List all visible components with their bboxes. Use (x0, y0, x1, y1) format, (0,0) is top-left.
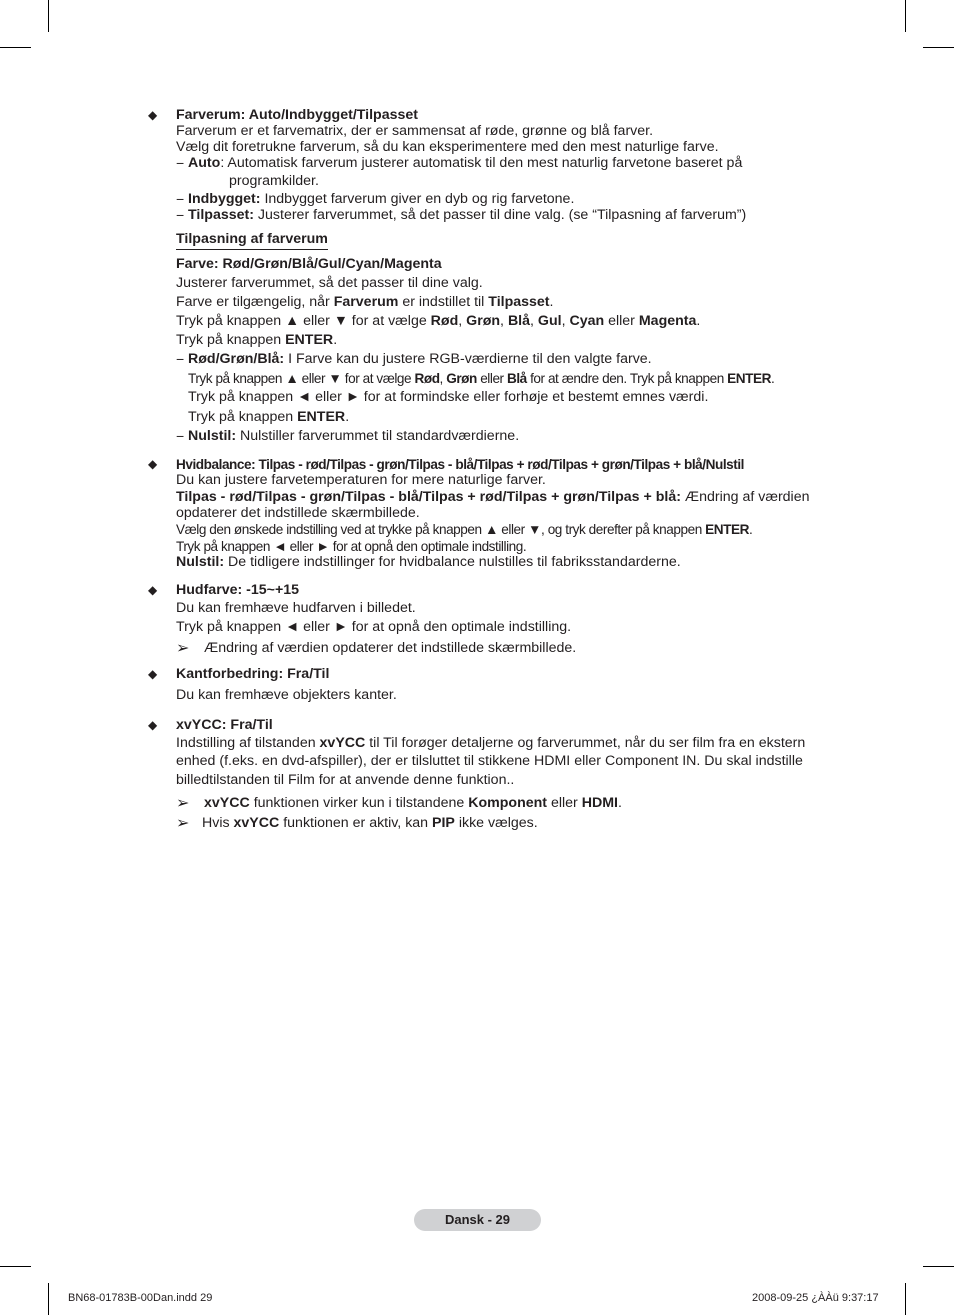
option-auto (188, 155, 742, 172)
text-line (176, 313, 700, 330)
text-span: for at ændre den. Tryk på knappen (526, 371, 728, 386)
text-span: De tidligere indstillinger for hvidbalance nulstilles til fabriksstandarderne. (224, 554, 681, 570)
option-label: Nulstil: (188, 428, 237, 444)
text-span: , (458, 313, 467, 329)
option-nulstil (188, 428, 519, 445)
note-text: Ændring af værdien opdaterer det indstillede skærmbillede. (204, 640, 577, 656)
text-span: PIP (432, 815, 455, 831)
text-span: Blå (507, 313, 531, 329)
text-span: Tryk på knappen (176, 332, 286, 348)
section-title-farverum: Farverum: Auto/Indbygget/Tilpasset (176, 107, 419, 123)
text-span: Rød (414, 371, 440, 386)
option-text: Indbygget farverum giver en dyb og rig farvetone. (260, 191, 575, 207)
dash-icon: − (176, 428, 185, 444)
text-span: eller (604, 313, 639, 329)
option-label: Auto (188, 155, 221, 171)
text-span: funktionen er aktiv, kan (279, 815, 433, 831)
text-span: ikke vælges. (454, 815, 538, 831)
text-span: ENTER (727, 371, 771, 386)
text-span: . (617, 795, 622, 811)
text-line: opdaterer det indstillede skærmbillede. (176, 505, 420, 521)
option-text: Nulstiller farverummet til standardværdierne. (236, 428, 520, 444)
text-line (188, 370, 774, 387)
page-number-badge: Dansk - 29 (414, 1209, 541, 1231)
note-text (204, 795, 622, 812)
farve-title: Farve: Rød/Grøn/Blå/Gul/Cyan/Magenta (176, 256, 442, 272)
option-label: Rød/Grøn/Blå: (188, 351, 285, 367)
text-span: xvYCC (233, 815, 280, 831)
text-span: eller (547, 795, 582, 811)
text-line (176, 521, 752, 538)
text-span: Tilpasset (488, 294, 550, 310)
option-indbygget (188, 191, 574, 208)
text-span: Rød (430, 313, 459, 329)
text-span: Tilpas - rød/Tilpas - grøn/Tilpas - blå/Tilpas + rød/Tilpas + grøn/Tilpas + blå: (176, 489, 681, 505)
crop-mark (905, 1283, 906, 1315)
crop-mark (48, 1283, 49, 1315)
crop-mark (905, 0, 906, 32)
text-line: Tryk på knappen ◄ eller ► for at formindske eller forhøje et bestemt emnes værdi. (188, 389, 709, 405)
text-span: . (748, 522, 753, 537)
note-arrow-icon: ➢ (176, 795, 190, 812)
text-line: Tryk på knappen ◄ eller ► for at opnå den optimale indstilling. (176, 619, 572, 635)
text-span: ENTER (705, 522, 749, 537)
text-span: Komponent (468, 795, 548, 811)
text-span: Magenta (638, 313, 697, 329)
text-span: Indstilling af tilstanden (176, 735, 320, 751)
text-line: Du kan justere farvetemperaturen for mere naturlige farver. (176, 472, 546, 488)
text-span: Cyan (569, 313, 605, 329)
text-span: Tryk på knappen ▲ eller ▼ for at vælge (176, 313, 431, 329)
text-line: Farverum er et farvematrix, der er sammensat af røde, grønne og blå farver. (176, 123, 654, 139)
text-span: Nulstil: (176, 554, 225, 570)
text-span: Tryk på knappen (188, 409, 298, 425)
option-text: I Farve kan du justere RGB-værdierne til den valgte farve. (284, 351, 652, 367)
text-line (176, 735, 805, 752)
bullet-icon: ◆ (148, 667, 158, 681)
text-span: . (696, 313, 701, 329)
text-line: Du kan fremhæve objekters kanter. (176, 687, 397, 703)
text-span: Farverum (333, 294, 399, 310)
text-span: Tryk på knappen ▲ eller ▼ for at vælge (188, 371, 415, 386)
text-line: enhed (f.eks. en dvd-afspiller), der er tilsluttet til stikkene HDMI eller Component IN. Du skal indstille (176, 753, 803, 769)
text-line: Justerer farverummet, så det passer til dine valg. (176, 275, 483, 291)
option-label: Indbygget: (188, 191, 261, 207)
text-line: Tryk på knappen ◄ eller ► for at opnå den optimale indstilling. (176, 539, 527, 554)
text-span: Grøn (446, 371, 477, 386)
text-line (176, 294, 553, 311)
crop-mark (0, 47, 31, 48)
text-line (176, 554, 681, 571)
crop-mark (923, 47, 954, 48)
text-span: . (345, 409, 350, 425)
text-span: , (561, 313, 570, 329)
text-span: , (439, 371, 447, 386)
option-label: Tilpasset: (188, 207, 254, 223)
bullet-icon: ◆ (148, 457, 158, 471)
text-span: xvYCC (319, 735, 366, 751)
dash-icon: − (176, 155, 185, 171)
dash-icon: − (176, 207, 185, 223)
text-line: Du kan fremhæve hudfarven i billedet. (176, 600, 416, 616)
dash-icon: − (176, 351, 185, 367)
text-span: Vælg den ønskede indstilling ved at trykke på knappen ▲ eller ▼, og tryk derefter på knappen (176, 522, 706, 537)
section-title-hvidbalance: Hvidbalance: Tilpas - rød/Tilpas - grøn/Tilpas - blå/Tilpas + rød/Tilpas + grøn/Tilpas + blå/Nulstil (176, 457, 744, 472)
text-span: . (549, 294, 554, 310)
crop-mark (923, 1266, 954, 1267)
file-slug: BN68-01783B-00Dan.indd 29 (68, 1292, 213, 1304)
subsection-heading-text: Tilpasning af farverum (176, 231, 328, 250)
text-span: ENTER (285, 332, 334, 348)
option-tilpasset (188, 207, 746, 224)
text-span: til Til forøger detaljerne og farverummet, når du ser film fra en ekstern (365, 735, 806, 751)
text-span: Farve er tilgængelig, når (176, 294, 334, 310)
section-title-kantforbedring: Kantforbedring: Fra/Til (176, 666, 330, 682)
text-line (188, 409, 349, 426)
text-span: xvYCC (204, 795, 250, 811)
text-span: , (500, 313, 508, 329)
option-rgb (188, 351, 652, 368)
section-title-xvycc: xvYCC: Fra/Til (176, 717, 273, 733)
crop-mark (0, 1266, 31, 1267)
text-span: ENTER (297, 409, 346, 425)
text-span: HDMI (581, 795, 618, 811)
text-span: eller (476, 371, 507, 386)
text-span: funktionen virker kun i tilstandene (249, 795, 469, 811)
note-text (202, 815, 538, 832)
text-span: Grøn (466, 313, 501, 329)
text-span: Gul (537, 313, 562, 329)
section-title-hudfarve: Hudfarve: -15~+15 (176, 582, 300, 598)
note-arrow-icon: ➢ (176, 815, 190, 832)
crop-mark (48, 0, 49, 32)
note-arrow-icon: ➢ (176, 640, 190, 657)
option-text: Justerer farverummet, så det passer til dine valg. (se “Tilpasning af farverum”) (253, 207, 747, 223)
bullet-icon: ◆ (148, 718, 158, 732)
bullet-icon: ◆ (148, 108, 158, 122)
text-line: billedtilstanden til Film for at anvende denne funktion.. (176, 772, 515, 788)
date-slug: 2008-09-25 ¿ÀÀü 9:37:17 (752, 1292, 879, 1304)
option-text: : Automatisk farverum justerer automatisk til den mest naturlig farvetone baseret på (220, 155, 743, 171)
text-span: . (770, 371, 775, 386)
text-line: programkilder. (229, 173, 319, 189)
text-line (176, 332, 337, 349)
text-span: Ændring af værdien (680, 489, 810, 505)
text-span: er indstillet til (398, 294, 489, 310)
text-line: Vælg dit foretrukne farverum, så du kan eksperimentere med den mest naturlige farve. (176, 139, 719, 155)
bullet-icon: ◆ (148, 583, 158, 597)
text-span: Blå (506, 371, 527, 386)
text-line (176, 489, 810, 506)
text-span: . (333, 332, 338, 348)
text-span: , (530, 313, 538, 329)
dash-icon: − (176, 191, 185, 207)
subsection-heading (176, 231, 328, 248)
text-span: Hvis (202, 815, 234, 831)
